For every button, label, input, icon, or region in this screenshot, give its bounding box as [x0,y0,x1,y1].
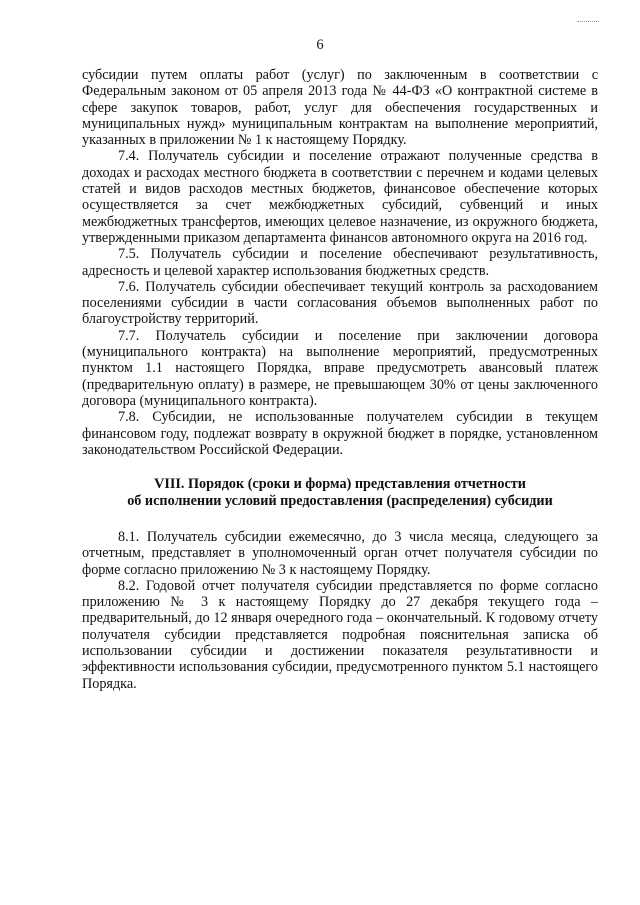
section-heading-line-2: об исполнении условий предоставления (распределения) субсидии [127,492,553,509]
paragraph-7-5: 7.5. Получатель субсидии и поселение обеспечивают результативность, адресность и целевой характер использования бюджетных средств. [82,246,598,279]
paragraph-7-6: 7.6. Получатель субсидии обеспечивает текущий контроль за расходованием поселениями субсидии в части согласования объемов выполненных работ по благоустройству территорий. [82,278,598,328]
section-heading [82,476,598,509]
paragraph-8-2: 8.2. Годовой отчет получателя субсидии представляется по форме согласно приложению № 3 к настоящему Порядку до 27 декабря текущего года – предварительный, до 12 января очередного года – окончательный. К годовому отчету получателя субсидии представляется подробная пояснительная записка об использовании субсидии и достижении показателя результативности и эффективности использования субсидии, предусмотренного пунктом 5.1 настоящего Порядка. [82,577,598,692]
paragraph-7-8: 7.8. Субсидии, не использованные получателем субсидии в текущем финансовом году, подлежат возврату в окружной бюджет в порядке, установленном законодательством Российской Федерации. [82,409,598,458]
top-right-mark [577,21,599,22]
section-heading-line-1: VIII. Порядок (сроки и форма) представления отчетности [154,476,526,493]
document-body [82,67,598,692]
paragraph-7-4: 7.4. Получатель субсидии и поселение отражают полученные средства в доходах и расходах местного бюджета в соответствии с перечнем и кодами целевых статей и видов расходов местных бюджетов, финансовое обеспечение которых осуществляется за счет межбюджетных субсидий, субвенций и иных межбюджетных трансфертов, имеющих целевое назначение, из окружного бюджета, утвержденными приказом департамента финансов автономного округа на 2016 год. [82,148,598,246]
page-number: 6 [316,37,324,53]
paragraph-7-3-continuation: субсидии путем оплаты работ (услуг) по заключенным в соответствии с Федеральным законом от 05 апреля 2013 года № 44-ФЗ «О контрактной системе в сфере закупок товаров, работ, услуг для обеспечения государственных и муниципальных нужд» муниципальным контрактам на выполнение мероприятий, указанных в приложении № 1 к настоящему Порядку. [82,67,598,149]
paragraph-8-1: 8.1. Получатель субсидии ежемесячно, до 3 числа месяца, следующего за отчетным, представляет в уполномоченный орган отчет получателя субсидии по форме согласно приложению № 3 к настоящему Порядку. [82,528,598,578]
paragraph-7-7: 7.7. Получатель субсидии и поселение при заключении договора (муниципального контракта) на выполнение мероприятий, предусмотренных пунктом 1.1 настоящего Порядка, вправе предусмотреть авансовый платеж (предварительную оплату) в размере, не превышающем 30% от цены заключенного договора (муниципального контракта). [82,327,598,409]
